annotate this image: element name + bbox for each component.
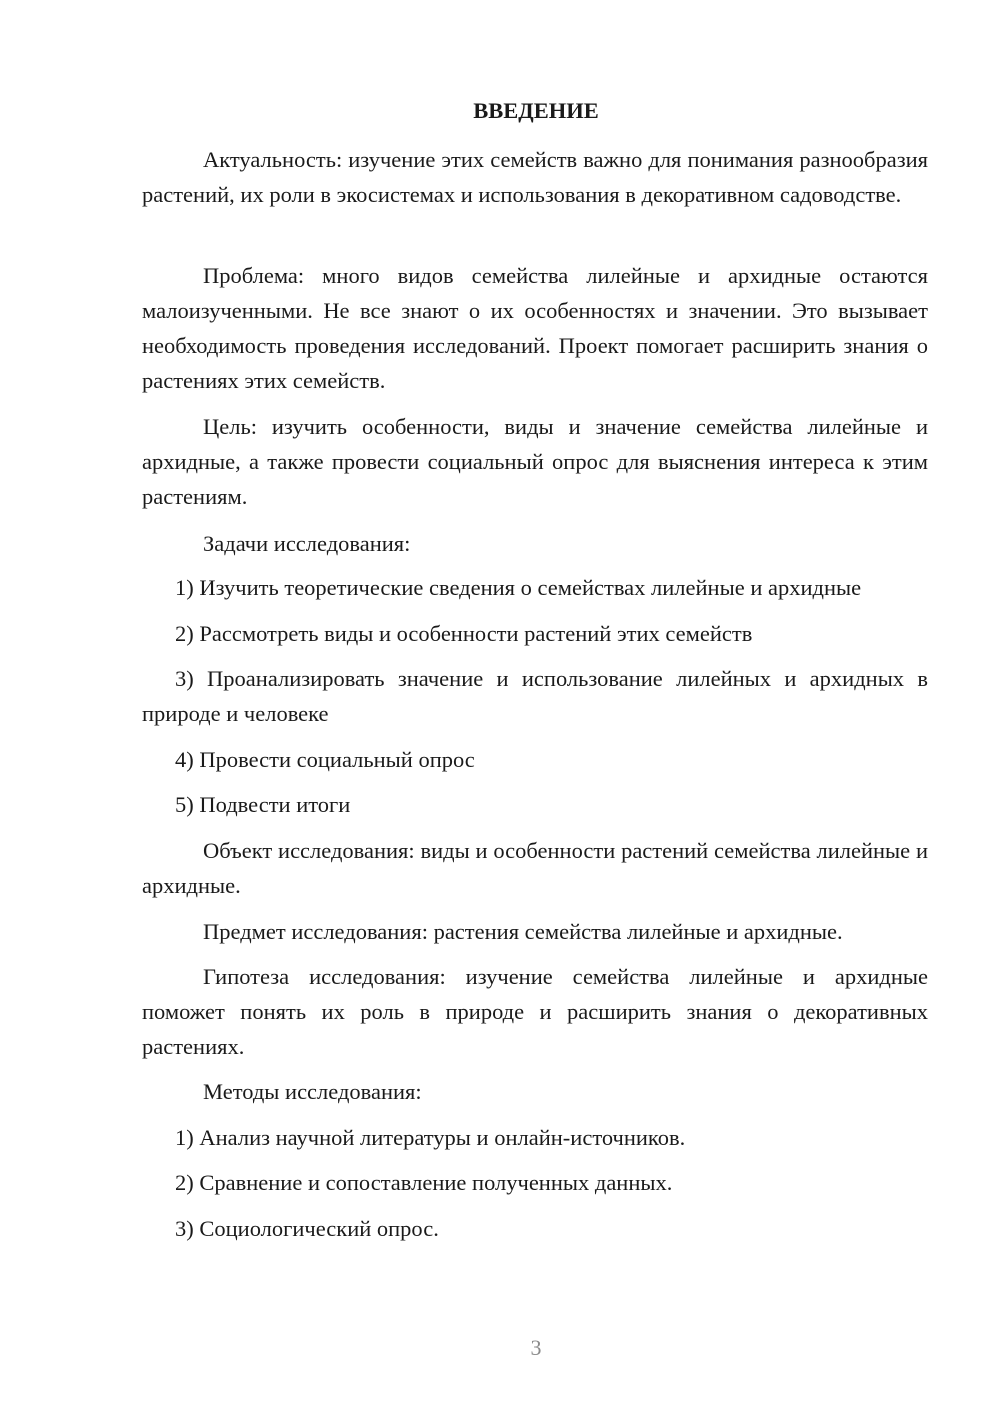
task-item: 1) Изучить теоретические сведения о семействах лилейные и архидные <box>175 575 862 600</box>
paragraph-goal-block <box>142 409 928 514</box>
task-item: 5) Подвести итоги <box>175 792 351 817</box>
method-item-1-block <box>142 1120 928 1155</box>
methods-title: Методы исследования: <box>203 1079 422 1104</box>
method-item-2-block <box>142 1165 928 1200</box>
paragraph-object-block <box>142 833 928 903</box>
method-item: 1) Анализ научной литературы и онлайн-источников. <box>175 1125 686 1150</box>
task-item: 3) Проанализировать значение и использование лилейных и архидных в природе и человеке <box>142 666 928 726</box>
task-item-2-block <box>142 616 928 651</box>
paragraph-problem-block <box>142 258 928 398</box>
method-item-3-block <box>142 1211 928 1246</box>
task-item-1-block <box>142 570 928 605</box>
task-item-5-block <box>142 787 928 822</box>
section-heading: ВВЕДЕНИЕ <box>473 98 599 123</box>
task-item-4-block <box>142 742 928 777</box>
paragraph-subject: Предмет исследования: растения семейства лилейные и архидные. <box>203 919 843 944</box>
task-item: 4) Провести социальный опрос <box>175 747 475 772</box>
paragraph-subject-block <box>142 914 928 949</box>
tasks-title-block <box>142 526 928 561</box>
paragraph-relevance-block <box>142 142 928 212</box>
method-item: 2) Сравнение и сопоставление полученных данных. <box>175 1170 673 1195</box>
task-item: 2) Рассмотреть виды и особенности растений этих семейств <box>175 621 753 646</box>
method-item: 3) Социологический опрос. <box>175 1216 439 1241</box>
task-item-3-block <box>142 661 928 731</box>
paragraph-goal: Цель: изучить особенности, виды и значение семейства лилейные и архидные, а также провести социальный опрос для выяснения интереса к этим растениям. <box>142 414 928 509</box>
paragraph-relevance: Актуальность: изучение этих семейств важно для понимания разнообразия растений, их роли в экосистемах и использования в декоративном садоводстве. <box>142 147 928 207</box>
tasks-title: Задачи исследования: <box>203 531 411 556</box>
paragraph-hypothesis: Гипотеза исследования: изучение семейства лилейные и архидные поможет понять их роль в природе и расширить знания о декоративных растениях. <box>142 964 928 1059</box>
paragraph-problem: Проблема: много видов семейства лилейные и архидные остаются малоизученными. Не все знают о их особенностях и значении. Это вызывает необходимость проведения исследований. Проект помогает расширить знания о растениях этих семейств. <box>142 263 928 393</box>
paragraph-hypothesis-block <box>142 959 928 1064</box>
paragraph-object: Объект исследования: виды и особенности растений семейства лилейные и архидные. <box>142 838 928 898</box>
page-number: 3 <box>530 1335 542 1360</box>
methods-title-block <box>142 1074 928 1109</box>
